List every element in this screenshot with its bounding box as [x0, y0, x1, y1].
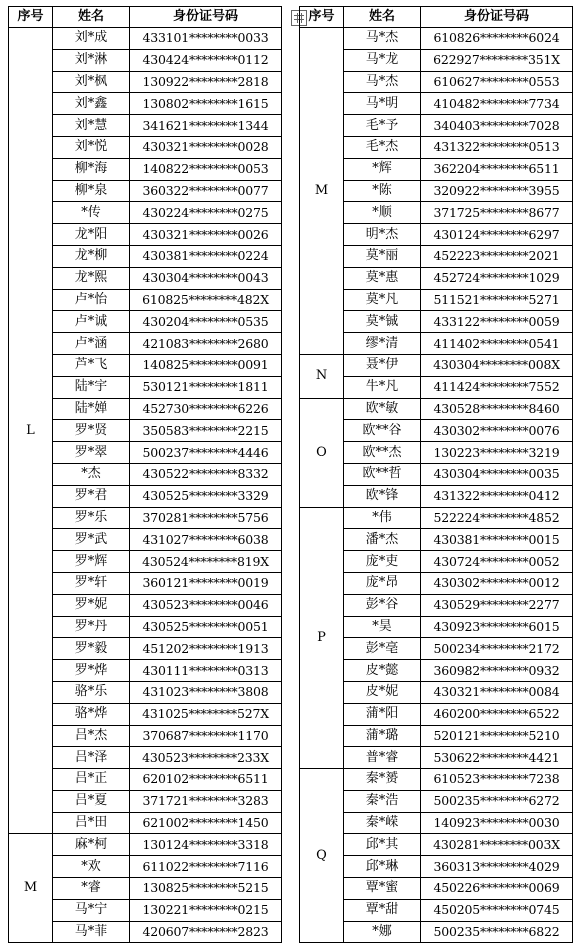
id-number: 450205********0745 — [421, 899, 573, 921]
person-name: *传 — [53, 202, 130, 224]
id-number: 350583********2215 — [130, 420, 282, 442]
person-name: 马*杰 — [344, 71, 421, 93]
header-id: 身份证号码 — [130, 7, 282, 28]
id-number: 430524********819X — [130, 551, 282, 573]
person-name: 秦*赟 — [344, 769, 421, 791]
person-name: 芦*飞 — [53, 354, 130, 376]
person-name: 吕*正 — [53, 769, 130, 791]
person-name: 陆*宇 — [53, 376, 130, 398]
id-number: 411424********7552 — [421, 376, 573, 398]
id-number: 460200********6522 — [421, 703, 573, 725]
id-number: 430529********2277 — [421, 594, 573, 616]
id-number: 500237********4446 — [130, 442, 282, 464]
id-number: 620102********6511 — [130, 769, 282, 791]
id-number: 370281********5756 — [130, 507, 282, 529]
id-number: 130802********1615 — [130, 93, 282, 115]
roster-table-left — [8, 6, 282, 943]
person-name: 马*宁 — [53, 899, 130, 921]
group-letter: Q — [300, 769, 344, 943]
person-name: 龙*阳 — [53, 224, 130, 246]
table-row — [300, 769, 573, 791]
id-number: 130223********3219 — [421, 442, 573, 464]
id-number: 430528********8460 — [421, 398, 573, 420]
id-number: 621002********1450 — [130, 812, 282, 834]
id-number: 430381********0015 — [421, 529, 573, 551]
id-number: 530121********1811 — [130, 376, 282, 398]
header-name: 姓名 — [53, 7, 130, 28]
person-name: 马*菲 — [53, 921, 130, 943]
person-name: 卢*诚 — [53, 311, 130, 333]
table-row — [300, 507, 573, 529]
person-name: 毛*杰 — [344, 136, 421, 158]
person-name: 骆*乐 — [53, 681, 130, 703]
id-number: 430724********0052 — [421, 551, 573, 573]
person-name: 陆*婵 — [53, 398, 130, 420]
person-name: 彭*谷 — [344, 594, 421, 616]
id-number: 370687********1170 — [130, 725, 282, 747]
header-row — [9, 7, 282, 28]
person-name: 吕*泽 — [53, 747, 130, 769]
table-row — [9, 834, 282, 856]
id-number: 610523********7238 — [421, 769, 573, 791]
id-number: 522224********4852 — [421, 507, 573, 529]
person-name: 柳*海 — [53, 158, 130, 180]
id-number: 610826********6024 — [421, 28, 573, 50]
id-number: 431322********0412 — [421, 485, 573, 507]
id-number: 500234********2172 — [421, 638, 573, 660]
person-name: 罗*辉 — [53, 551, 130, 573]
person-name: 欧**谷 — [344, 420, 421, 442]
id-number: 430302********0012 — [421, 572, 573, 594]
person-name: *娜 — [344, 921, 421, 943]
id-number: 431322********0513 — [421, 136, 573, 158]
person-name: *睿 — [53, 878, 130, 900]
id-number: 362204********6511 — [421, 158, 573, 180]
id-number: 431025********527X — [130, 703, 282, 725]
person-name: 欧**杰 — [344, 442, 421, 464]
person-name: 普*睿 — [344, 747, 421, 769]
person-name: 彭*亳 — [344, 638, 421, 660]
id-number: 430321********0026 — [130, 224, 282, 246]
id-number: 360313********4029 — [421, 856, 573, 878]
id-number: 511521********5271 — [421, 289, 573, 311]
person-name: 莫*铖 — [344, 311, 421, 333]
person-name: 龙*熙 — [53, 267, 130, 289]
id-number: 140825********0091 — [130, 354, 282, 376]
person-name: 皮*妮 — [344, 681, 421, 703]
person-name: 牛*凡 — [344, 376, 421, 398]
person-name: 莫*丽 — [344, 245, 421, 267]
id-number: 411402********0541 — [421, 333, 573, 355]
person-name: 罗*烨 — [53, 660, 130, 682]
person-name: 刘*鑫 — [53, 93, 130, 115]
table-row — [300, 28, 573, 50]
person-name: 毛*予 — [344, 115, 421, 137]
person-name: 覃*蜜 — [344, 878, 421, 900]
person-name: 罗*乐 — [53, 507, 130, 529]
person-name: *欢 — [53, 856, 130, 878]
person-name: 邱*琳 — [344, 856, 421, 878]
person-name: 罗*贤 — [53, 420, 130, 442]
group-letter: N — [300, 354, 344, 398]
id-number: 610627********0553 — [421, 71, 573, 93]
id-number: 410482********7734 — [421, 93, 573, 115]
id-number: 130825********5215 — [130, 878, 282, 900]
id-number: 430523********233X — [130, 747, 282, 769]
id-number: 340403********7028 — [421, 115, 573, 137]
person-name: 吕*杰 — [53, 725, 130, 747]
id-number: 360121********0019 — [130, 572, 282, 594]
id-number: 371725********8677 — [421, 202, 573, 224]
id-number: 452724********1029 — [421, 267, 573, 289]
person-name: 罗*丹 — [53, 616, 130, 638]
id-number: 430111********0313 — [130, 660, 282, 682]
person-name: 邱*其 — [344, 834, 421, 856]
id-number: 622927********351X — [421, 49, 573, 71]
id-number: 421083********2680 — [130, 333, 282, 355]
person-name: *昊 — [344, 616, 421, 638]
header-seq: 序号 — [9, 7, 53, 28]
person-name: 罗*武 — [53, 529, 130, 551]
table-row — [300, 354, 573, 376]
header-row — [300, 7, 573, 28]
person-name: 欧**哲 — [344, 463, 421, 485]
id-number: 420607********2823 — [130, 921, 282, 943]
person-name: 卢*怡 — [53, 289, 130, 311]
id-number: 611022********7116 — [130, 856, 282, 878]
person-name: 马*杰 — [344, 28, 421, 50]
person-name: 秦*浩 — [344, 790, 421, 812]
id-number: 430302********0076 — [421, 420, 573, 442]
id-number: 371721********3283 — [130, 790, 282, 812]
person-name: 马*龙 — [344, 49, 421, 71]
person-name: 明*杰 — [344, 224, 421, 246]
id-number: 431027********6038 — [130, 529, 282, 551]
id-number: 430204********0535 — [130, 311, 282, 333]
group-letter: L — [9, 28, 53, 834]
person-name: 蒲*璐 — [344, 725, 421, 747]
table-row — [9, 28, 282, 50]
id-number: 430923********6015 — [421, 616, 573, 638]
person-name: 龙*柳 — [53, 245, 130, 267]
id-number: 450226********0069 — [421, 878, 573, 900]
id-number: 140822********0053 — [130, 158, 282, 180]
person-name: 聂*伊 — [344, 354, 421, 376]
person-name: *伟 — [344, 507, 421, 529]
id-number: 433122********0059 — [421, 311, 573, 333]
person-name: 庞*昂 — [344, 572, 421, 594]
group-letter: M — [300, 28, 344, 355]
id-number: 130124********3318 — [130, 834, 282, 856]
header-name: 姓名 — [344, 7, 421, 28]
group-letter: O — [300, 398, 344, 507]
id-number: 430525********3329 — [130, 485, 282, 507]
person-name: 皮*懿 — [344, 660, 421, 682]
person-name: 马*明 — [344, 93, 421, 115]
id-number: 360322********0077 — [130, 180, 282, 202]
person-name: 刘*淋 — [53, 49, 130, 71]
person-name: 刘*成 — [53, 28, 130, 50]
id-number: 451202********1913 — [130, 638, 282, 660]
person-name: 罗*妮 — [53, 594, 130, 616]
person-name: 麻*柯 — [53, 834, 130, 856]
person-name: 潘*杰 — [344, 529, 421, 551]
person-name: 罗*轩 — [53, 572, 130, 594]
id-number: 430381********0224 — [130, 245, 282, 267]
id-number: 610825********482X — [130, 289, 282, 311]
id-number: 530622********4421 — [421, 747, 573, 769]
person-name: 缪*清 — [344, 333, 421, 355]
person-name: 欧*敏 — [344, 398, 421, 420]
id-number: 500235********6822 — [421, 921, 573, 943]
id-number: 130922********2818 — [130, 71, 282, 93]
person-name: 罗*君 — [53, 485, 130, 507]
id-number: 430124********6297 — [421, 224, 573, 246]
person-name: 覃*甜 — [344, 899, 421, 921]
id-number: 430224********0275 — [130, 202, 282, 224]
person-name: 柳*泉 — [53, 180, 130, 202]
id-number: 430523********0046 — [130, 594, 282, 616]
person-name: 罗*毅 — [53, 638, 130, 660]
table-row — [300, 398, 573, 420]
person-name: 莫*凡 — [344, 289, 421, 311]
id-number: 430304********0043 — [130, 267, 282, 289]
person-name: 刘*枫 — [53, 71, 130, 93]
person-name: *辉 — [344, 158, 421, 180]
person-name: 骆*烨 — [53, 703, 130, 725]
id-number: 130221********0215 — [130, 899, 282, 921]
id-number: 360982********0932 — [421, 660, 573, 682]
id-number: 320922********3955 — [421, 180, 573, 202]
person-name: 欧*锋 — [344, 485, 421, 507]
person-name: 卢*涵 — [53, 333, 130, 355]
id-number: 341621********1344 — [130, 115, 282, 137]
person-name: 吕*夏 — [53, 790, 130, 812]
person-name: 罗*翠 — [53, 442, 130, 464]
person-name: *陈 — [344, 180, 421, 202]
person-name: 庞*吏 — [344, 551, 421, 573]
header-seq: 序号 — [300, 7, 344, 28]
person-name: 吕*田 — [53, 812, 130, 834]
person-name: 莫*惠 — [344, 267, 421, 289]
person-name: *杰 — [53, 463, 130, 485]
id-number: 140923********0030 — [421, 812, 573, 834]
id-number: 520121********5210 — [421, 725, 573, 747]
group-letter: P — [300, 507, 344, 769]
person-name: 刘*慧 — [53, 115, 130, 137]
header-id: 身份证号码 — [421, 7, 573, 28]
id-number: 452730********6226 — [130, 398, 282, 420]
person-name: *顺 — [344, 202, 421, 224]
id-number: 431023********3808 — [130, 681, 282, 703]
person-name: 蒲*阳 — [344, 703, 421, 725]
id-number: 430525********0051 — [130, 616, 282, 638]
id-number: 430522********8332 — [130, 463, 282, 485]
id-number: 430321********0028 — [130, 136, 282, 158]
person-name: 秦*嵘 — [344, 812, 421, 834]
id-number: 433101********0033 — [130, 28, 282, 50]
person-name: 刘*悦 — [53, 136, 130, 158]
id-number: 500235********6272 — [421, 790, 573, 812]
id-number: 430424********0112 — [130, 49, 282, 71]
id-number: 430281********003X — [421, 834, 573, 856]
id-number: 430304********008X — [421, 354, 573, 376]
group-letter: M — [9, 834, 53, 943]
id-number: 452223********2021 — [421, 245, 573, 267]
id-number: 430321********0084 — [421, 681, 573, 703]
roster-table-right — [299, 6, 573, 943]
id-number: 430304********0035 — [421, 463, 573, 485]
